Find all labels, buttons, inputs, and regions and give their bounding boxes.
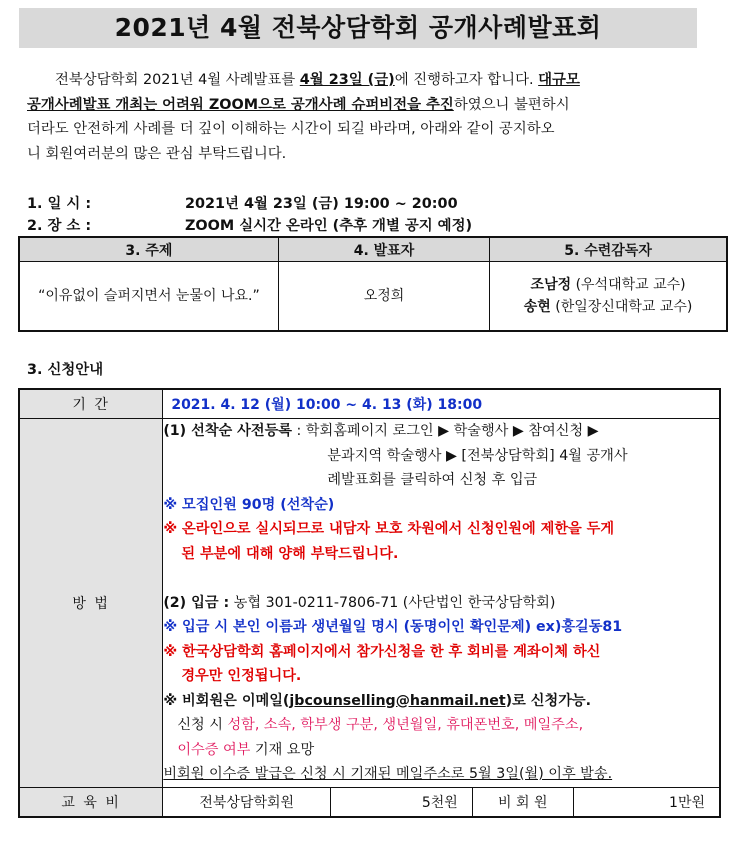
fee-label: 교 육 비 [19, 787, 163, 817]
supervisor-cell [490, 262, 727, 332]
required-info-text: 기재 요망 [250, 741, 315, 758]
certificate-note: 비회원 이수증 발급은 신청 시 기재된 메일주소로 5월 3일(월) 이후 발송. [163, 766, 613, 782]
topic-header: 3. 주제 [19, 237, 278, 262]
period-value: 2021. 4. 12 (월) 10:00 ~ 4. 13 (화) 18:00 [163, 389, 720, 419]
nonmember-note: )로 신청가능. [505, 692, 591, 709]
supervisor-affiliation: (우석대학교 교수) [571, 277, 686, 293]
intro-text: 전북상담학회 2021년 4월 사례발표를 [55, 72, 300, 88]
capacity-note: ※ 모집인원 90명 (선착순) [163, 496, 335, 513]
page-title: 2021년 4월 전북상담학회 공개사례발표회 [19, 8, 697, 48]
method-cell [163, 419, 720, 788]
intro-emphasis: 대규모 [538, 72, 580, 88]
required-info-list: 이수증 여부 [177, 741, 251, 758]
supervisor-name: 조남정 [530, 277, 572, 293]
payment-account: 농협 301-0211-7806-71 (사단법인 한국상담학회) [229, 594, 556, 611]
intro-text: 에 진행하고자 합니다. [394, 72, 539, 88]
method-step-text: : 학회홈페이지 로그인 ▶ 학술행사 ▶ 참여신청 ▶ [291, 423, 599, 439]
application-table [18, 388, 721, 818]
online-note: ※ 온라인으로 실시되므로 내담자 보호 차원에서 신청인원에 제한을 두게 [163, 521, 615, 537]
payment-note: 경우만 인정됩니다. [181, 668, 302, 684]
method-step-text: 분과지역 학술행사 ▶ [전북상담학회] 4월 공개사 [327, 447, 628, 464]
presenter-header: 4. 발표자 [278, 237, 489, 262]
nonmember-note: ※ 비회원은 이메일( [163, 692, 290, 709]
spacer [163, 566, 719, 591]
fee-member-value: 5천원 [331, 787, 473, 817]
intro-emphasis: 공개사례발표 개최는 어려워 ZOOM으로 공개사례 슈퍼비전을 추진 [27, 96, 454, 113]
payment-note: ※ 입금 시 본인 이름과 생년월일 명시 (동명이인 확인문제) ex)홍길동81 [163, 619, 623, 635]
intro-text: 더라도 안전하게 사례를 더 깊이 이해하는 시간이 되길 바라며, 아래와 같이 공지하오 [27, 121, 555, 137]
fee-nonmember-label: 비 회 원 [472, 787, 573, 817]
event-place-label: 2. 장 소 : [27, 218, 92, 234]
supervisor-header: 5. 수련감독자 [490, 237, 727, 262]
method-step-title: (1) 선착순 사전등록 [163, 423, 292, 439]
contact-email-link[interactable]: jbcounselling@hanmail.net [289, 692, 506, 709]
event-place [27, 214, 472, 235]
method-step-text: 례발표회를 클릭하여 신청 후 입금 [327, 472, 538, 488]
online-note: 된 부분에 대해 양해 부탁드립니다. [181, 545, 399, 562]
section-heading: 3. 신청안내 [27, 362, 104, 378]
period-label: 기 간 [19, 389, 163, 419]
fee-nonmember-value: 1만원 [573, 787, 720, 817]
supervisor-affiliation: (한일장신대학교 교수) [550, 299, 693, 315]
payment-title: (2) 입금 : [163, 594, 230, 611]
required-info-text: 신청 시 [177, 717, 228, 733]
intro-paragraph [27, 68, 719, 166]
presenter-cell: 오정희 [278, 262, 489, 332]
intro-text: 하였으니 불편하시 [453, 96, 570, 113]
event-place-value: ZOOM 실시간 온라인 (추후 개별 공지 예정) [185, 218, 473, 234]
event-date [27, 192, 458, 213]
intro-text: 니 회원여러분의 많은 관심 부탁드립니다. [27, 145, 287, 162]
intro-date-highlight: 4월 23일 (금) [299, 72, 395, 88]
payment-note: ※ 한국상담학회 홈페이지에서 참가신청을 한 후 회비를 계좌이체 하신 [163, 643, 601, 660]
fee-member-label: 전북상담학회원 [163, 787, 331, 817]
required-info-list: 성함, 소속, 학부생 구분, 생년월일, 휴대폰번호, 메일주소, [227, 717, 584, 733]
event-date-label: 1. 일 시 : [27, 196, 92, 212]
presentation-table [18, 236, 728, 332]
event-date-value: 2021년 4월 23일 (금) 19:00 ~ 20:00 [185, 196, 458, 212]
method-label: 방 법 [19, 419, 163, 788]
supervisor-name: 송현 [523, 299, 551, 315]
topic-cell: “이유없이 슬퍼지면서 눈물이 나요.” [19, 262, 278, 332]
